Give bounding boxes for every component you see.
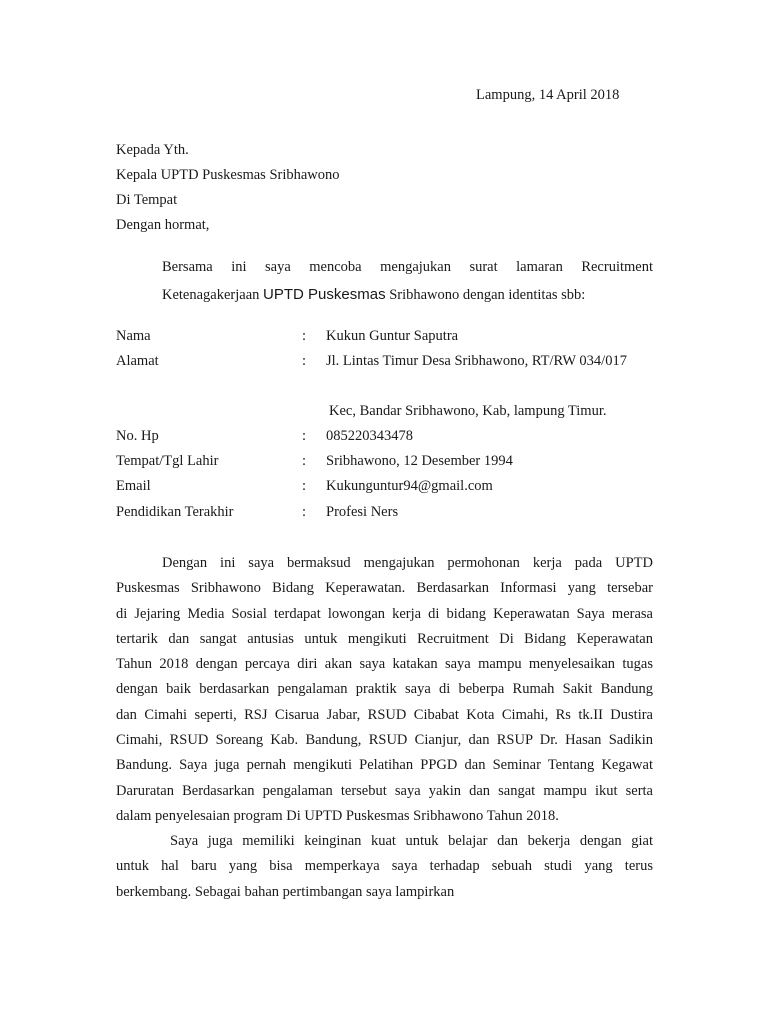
education-label: Pendidikan Terakhir (116, 504, 234, 520)
education-colon: : (302, 504, 307, 520)
paragraph-line: Bandung. Saya juga pernah mengikuti Pelatihan PPGD dan Seminar Tentang Kegawat (116, 757, 653, 774)
birth-colon: : (302, 453, 307, 469)
address-colon: : (302, 353, 307, 369)
phone-label: No. Hp (116, 428, 159, 444)
paragraph-line: Puskesmas Sribhawono Bidang Keperawatan. Berdasarkan Informasi yang tersebar (116, 580, 653, 597)
paragraph-line: untuk hal baru yang bisa memperkaya saya terhadap sebuah studi yang terus (116, 858, 653, 875)
body-paragraph-1 (116, 551, 653, 829)
name-value: Kukun Guntur Saputra (326, 328, 459, 344)
email-colon: : (302, 478, 307, 494)
intro-paragraph (162, 254, 653, 309)
birth-label: Tempat/Tgl Lahir (116, 453, 219, 469)
paragraph-line: dalam penyelesaian program Di UPTD Puskesmas Sribhawono Tahun 2018. (116, 807, 559, 824)
paragraph-line: Dengan ini saya bermaksud mengajukan permohonan kerja pada UPTD (162, 555, 653, 571)
paragraph-line: dengan baik berdasarkan pengalaman praktik saya di beberpa Rumah Sakit Bandung (116, 681, 653, 698)
intro-line-2-a: Ketenagakerjaan (162, 287, 260, 303)
paragraph-line: tertarik dan sangat antusias untuk mengikuti Recruitment Di Bidang Keperawatan (116, 630, 653, 647)
address-value-line-2: Kec, Bandar Sribhawono, Kab, lampung Timur. (329, 403, 607, 419)
birth-value: Sribhawono, 12 Desember 1994 (326, 453, 513, 469)
intro-line-2 (162, 281, 653, 309)
recipient-location: Di Tempat (116, 192, 178, 208)
education-value: Profesi Ners (326, 504, 399, 520)
name-label: Nama (116, 328, 151, 344)
greeting: Dengan hormat, (116, 217, 210, 233)
paragraph-line: berkembang. Sebagai bahan pertimbangan saya lampirkan (116, 883, 455, 900)
address-value: Jl. Lintas Timur Desa Sribhawono, RT/RW 034/017 (326, 353, 627, 369)
paragraph-line: Saya juga memiliki keinginan kuat untuk belajar dan bekerja dengan giat (170, 833, 653, 849)
address-label: Alamat (116, 353, 159, 369)
email-value: Kukunguntur94@gmail.com (326, 478, 493, 494)
recipient-block (116, 138, 340, 238)
body-paragraph-2 (116, 829, 653, 905)
place-date: Lampung, 14 April 2018 (476, 87, 620, 103)
intro-line-2-b: UPTD Puskesmas (263, 286, 386, 303)
paragraph-line: dan Cimahi seperti, RSJ Cisarua Jabar, RSUD Cibabat Kota Cimahi, Rs tk.II Dustira (116, 706, 653, 723)
email-label: Email (116, 478, 151, 494)
paragraph-line: Daruratan Berdasarkan pengalaman tersebut saya yakin dan sangat mampu ikut serta (116, 782, 653, 799)
intro-line-1: Bersama ini saya mencoba mengajukan surat lamaran Recruitment (162, 259, 653, 275)
phone-value: 085220343478 (326, 428, 413, 444)
recipient-title: Kepala UPTD Puskesmas Sribhawono (116, 167, 340, 183)
recipient-salutation: Kepada Yth. (116, 142, 189, 158)
paragraph-line: Cimahi, RSUD Soreang Kab. Bandung, RSUD Cianjur, dan RSUP Dr. Hasan Sadikin (116, 732, 653, 749)
paragraph-line: di Jejaring Media Sosial terdapat lowongan kerja di bidang Keperawatan Saya merasa (116, 605, 653, 622)
phone-colon: : (302, 428, 307, 444)
paragraph-line: Tahun 2018 dengan percaya diri akan saya katakan saya mampu menyelesaikan tugas (116, 656, 653, 673)
intro-line-2-c: Sribhawono dengan identitas sbb: (389, 287, 586, 303)
name-colon: : (302, 328, 307, 344)
